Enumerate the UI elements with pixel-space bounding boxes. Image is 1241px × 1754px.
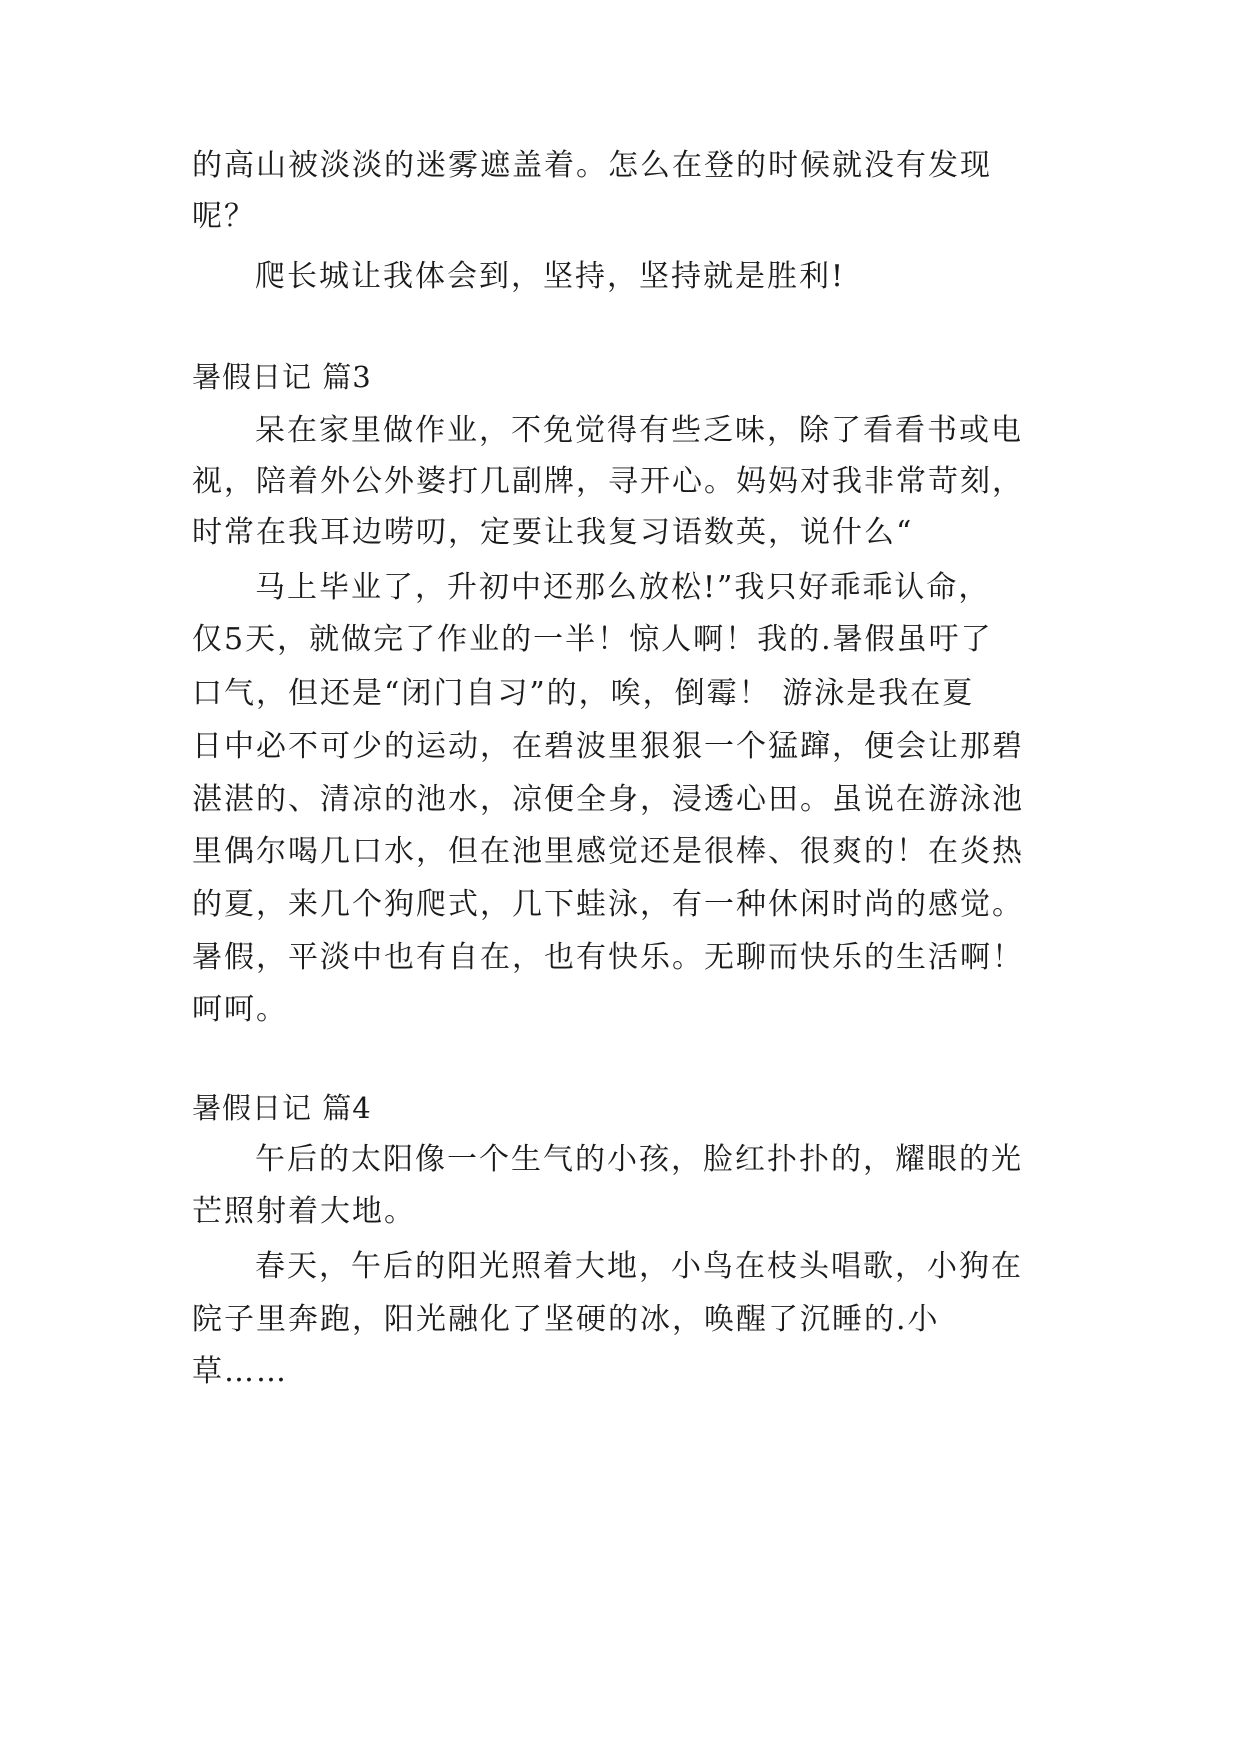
text-line: 口气，但还是“闭门自习”的，唉，倒霉！ 游泳是我在夏 [192, 676, 975, 711]
text-line: 湛湛的、清凉的池水，凉便全身，浸透心田。虽说在游泳池 [192, 782, 1024, 817]
text-line: 草…… [192, 1354, 288, 1389]
text-line: 呆在家里做作业，不免觉得有些乏味，除了看看书或电 [255, 413, 1023, 448]
section-heading-3: 暑假日记 篇3 [192, 360, 372, 394]
text-line: 马上毕业了，升初中还那么放松!”我只好乖乖认命， [255, 570, 991, 605]
text-line: 芒照射着大地。 [192, 1194, 416, 1229]
section-heading-4: 暑假日记 篇4 [192, 1091, 372, 1125]
text-line: 里偶尔喝几口水，但在池里感觉还是很棒、很爽的！在炎热 [192, 834, 1024, 869]
text-line: 呵呵。 [192, 992, 288, 1027]
text-line: 的高山被淡淡的迷雾遮盖着。怎么在登的时候就没有发现 [192, 148, 992, 183]
text-line: 时常在我耳边唠叨，定要让我复习语数英，说什么“ [192, 515, 914, 550]
text-line: 的夏，来几个狗爬式，几下蛙泳，有一种休闲时尚的感觉。 [192, 887, 1024, 922]
text-line: 视，陪着外公外婆打几副牌，寻开心。妈妈对我非常苛刻， [192, 464, 1024, 499]
text-line: 院子里奔跑，阳光融化了坚硬的冰，唤醒了沉睡的.小 [192, 1302, 940, 1337]
text-line: 仅5天，就做完了作业的一半！惊人啊！我的.暑假虽吁了 [192, 622, 993, 657]
text-line: 春天，午后的阳光照着大地，小鸟在枝头唱歌，小狗在 [255, 1249, 1023, 1284]
text-line: 暑假，平淡中也有自在，也有快乐。无聊而快乐的生活啊！ [192, 940, 1024, 975]
text-line: 呢？ [192, 199, 256, 234]
text-line: 日中必不可少的运动，在碧波里狠狠一个猛蹿，便会让那碧 [192, 729, 1024, 764]
conclusion-line: 爬长城让我体会到，坚持，坚持就是胜利! [255, 259, 846, 294]
text-line: 午后的太阳像一个生气的小孩，脸红扑扑的，耀眼的光 [255, 1142, 1023, 1177]
